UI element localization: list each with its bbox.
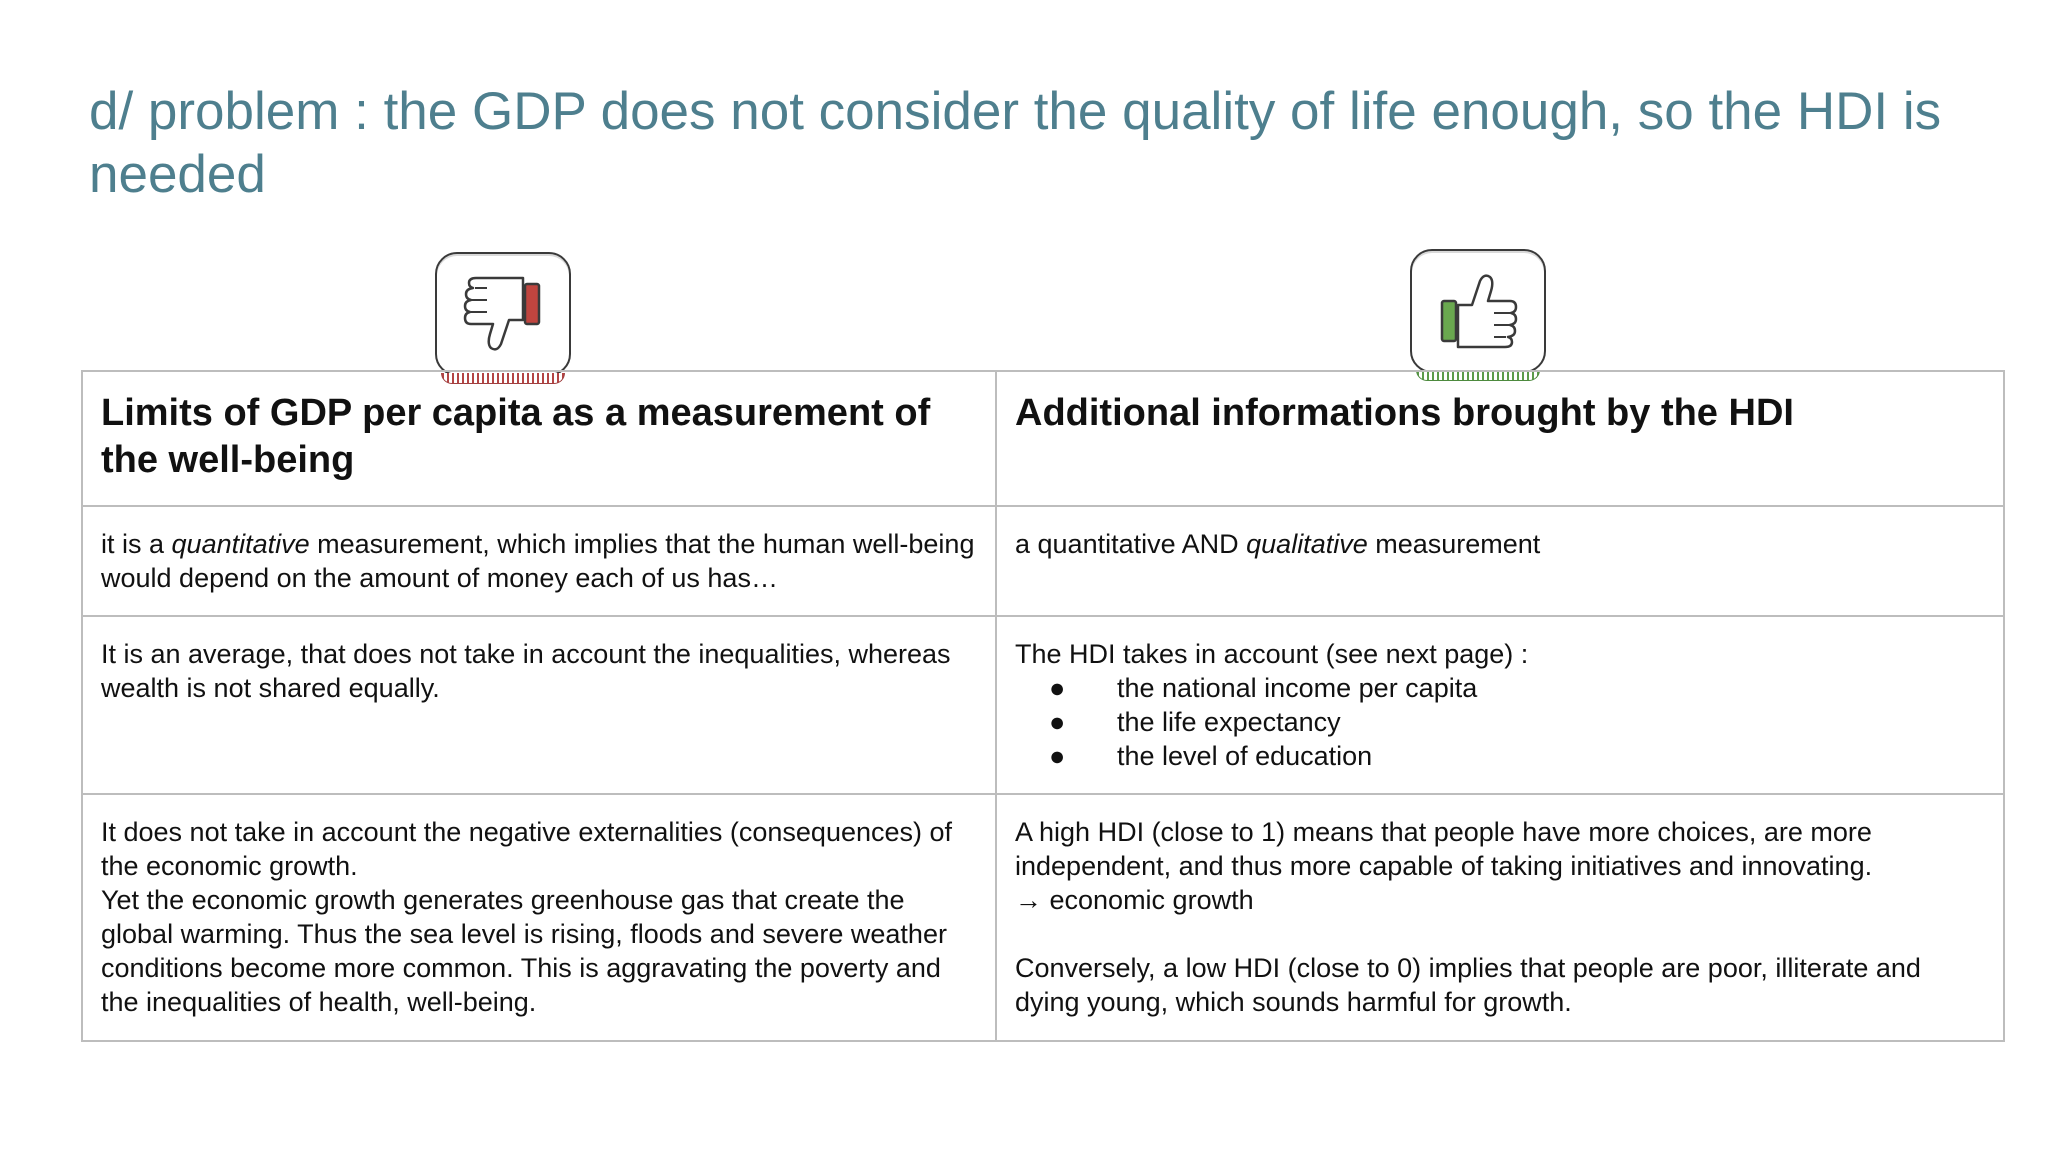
comparison-table — [81, 370, 2005, 1042]
thumbs-up-tile — [1410, 249, 1546, 373]
hdi-components-list — [1015, 671, 1985, 773]
header-hdi-info: Additional informations brought by the HDI — [996, 371, 2004, 506]
cell-hdi-growth: A high HDI (close to 1) means that people have more choices, are more independent, and thus more capable of taking initiatives and innovating. → economic growth Conversely, a low HDI (close to 0) implies that people are poor, illiterate and dying young, which sounds harmful for growth. — [996, 794, 2004, 1041]
table-row — [82, 506, 2004, 616]
list-item: ● the life expectancy — [1049, 707, 1341, 737]
list-item: ● the national income per capita — [1049, 673, 1478, 703]
table-header-row — [82, 371, 2004, 506]
bullet-icon: ● — [1049, 707, 1066, 737]
header-gdp-limits: Limits of GDP per capita as a measurement of the well-being — [82, 371, 996, 506]
cell-hdi-qualitative: a quantitative AND qualitative measurement — [996, 506, 2004, 616]
thumbs-down-icon — [453, 264, 553, 364]
bullet-icon: ● — [1049, 673, 1066, 703]
list-item: ● the level of education — [1049, 741, 1373, 771]
hdi-components-intro: The HDI takes in account (see next page) : — [1015, 639, 1529, 669]
cell-gdp-average: It is an average, that does not take in account the inequalities, whereas wealth is not shared equally. — [82, 616, 996, 794]
cell-gdp-quantitative: it is a quantitative measurement, which implies that the human well-being would depend on the amount of money each of us has… — [82, 506, 996, 616]
paragraph-gap — [1015, 917, 1985, 951]
cell-hdi-components — [996, 616, 2004, 794]
table-row — [82, 616, 2004, 794]
cell-gdp-externalities: It does not take in account the negative externalities (consequences) of the economic growth. Yet the economic growth generates greenhouse gas that create the global warming. Thus the sea level is rising, floods and severe weather conditions become more common. This is aggravating the poverty and the inequalities of health, well-being. — [82, 794, 996, 1041]
table-row — [82, 794, 2004, 1041]
thumbs-up-icon — [1428, 261, 1528, 361]
bullet-icon: ● — [1049, 741, 1066, 771]
thumbs-down-tile — [435, 252, 571, 376]
slide-title: d/ problem : the GDP does not consider the quality of life enough, so the HDI is needed — [89, 82, 1942, 204]
